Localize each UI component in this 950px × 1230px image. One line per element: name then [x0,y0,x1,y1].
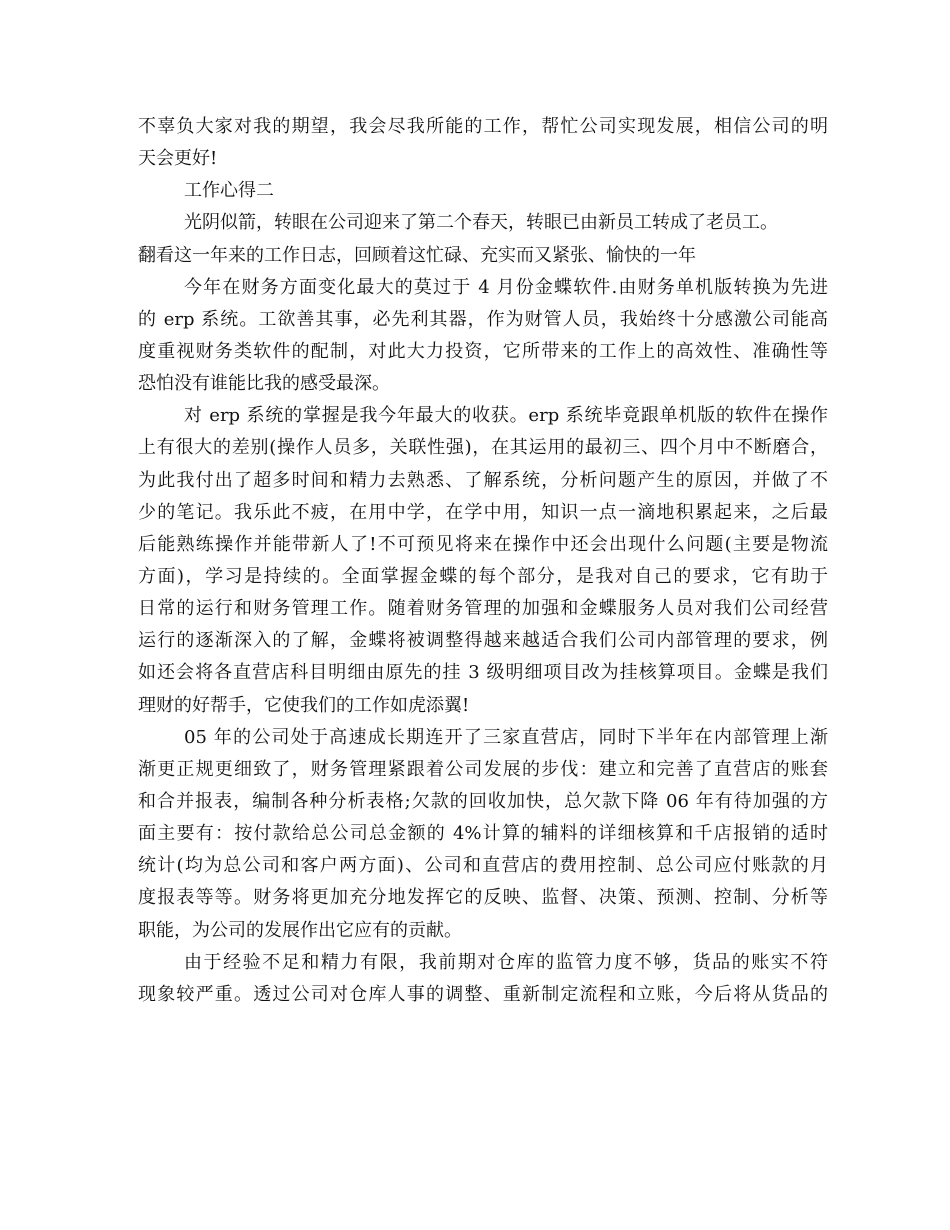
text-line: 方面)，学习是持续的。全面掌握金蝶的每个部分，是我对自己的要求，它有助于 [138,565,828,587]
text-line: 少的笔记。我乐此不疲，在用中学，在学中用，知识一点一滴地积累起来，之后最 [138,501,828,523]
text-line: 恐怕没有谁能比我的感受最深。 [138,373,390,395]
text-line: 不辜负大家对我的期望，我会尽我所能的工作，帮忙公司实现发展，相信公司的明 [138,116,828,137]
text-line: 后能熟练操作并能带新人了!不可预见将来在操作中还会出现什么问题(主要是物流 [138,533,828,555]
text-line: 上有很大的差别(操作人员多，关联性强)，在其运用的最初三、四个月中不断磨合， [138,437,828,459]
text-line: 现象较严重。透过公司对仓库人事的调整、重新制定流程和立账，今后将从货品的 [138,983,828,1005]
text-line: 职能，为公司的发展作出它应有的贡献。 [138,919,462,941]
text-line: 渐更正规更细致了，财务管理紧跟着公司发展的步伐：建立和完善了直营店的账套 [138,758,828,780]
text-line: 的 erp 系统。工欲善其事，必先利其器，作为财管人员，我始终十分感激公司能高 [138,308,828,330]
text-line: 日常的运行和财务管理工作。随着财务管理的加强和金蝶服务人员对我们公司经营 [138,598,828,620]
section-heading: 工作心得二 [184,180,274,202]
text-line: 翻看这一年来的工作日志，回顾着这忙碌、充实而又紧张、愉快的一年 [138,244,696,266]
text-line: 运行的逐渐深入的了解，金蝶将被调整得越来越适合我们公司内部管理的要求，例 [138,630,828,652]
text-line: 今年在财务方面变化最大的莫过于 4 月份金蝶软件.由财务单机版转换为先进 [184,276,828,298]
text-line: 面主要有：按付款给总公司总金额的 4%计算的辅料的详细核算和千店报销的适时 [138,823,828,845]
text-line: 统计(均为总公司和客户两方面)、公司和直营店的费用控制、总公司应付账款的月 [138,855,828,877]
text-line: 度重视财务类软件的配制，对此大力投资，它所带来的工作上的高效性、准确性等 [138,340,828,362]
text-line: 和合并报表，编制各种分析表格;欠款的回收加快，总欠款下降 06 年有待加强的方 [138,790,828,812]
document-page [138,111,828,1011]
text-line: 如还会将各直营店科目明细由原先的挂 3 级明细项目改为挂核算项目。金蝶是我们 [138,662,828,684]
text-line: 度报表等等。财务将更加充分地发挥它的反映、监督、决策、预测、控制、分析等 [138,887,828,909]
text-line: 理财的好帮手，它使我们的工作如虎添翼! [138,694,470,716]
text-line: 为此我付出了超多时间和精力去熟悉、了解系统，分析问题产生的原因，并做了不 [138,469,828,491]
text-line: 对 erp 系统的掌握是我今年最大的收获。erp 系统毕竟跟单机版的软件在操作 [184,405,828,427]
text-line: 光阴似箭，转眼在公司迎来了第二个春天，转眼已由新员工转成了老员工。 [184,212,778,234]
text-line: 天会更好! [138,148,218,170]
text-line: 05 年的公司处于高速成长期连开了三家直营店，同时下半年在内部管理上渐 [184,726,828,748]
text-line: 由于经验不足和精力有限，我前期对仓库的监管力度不够，货品的账实不符 [184,951,828,973]
